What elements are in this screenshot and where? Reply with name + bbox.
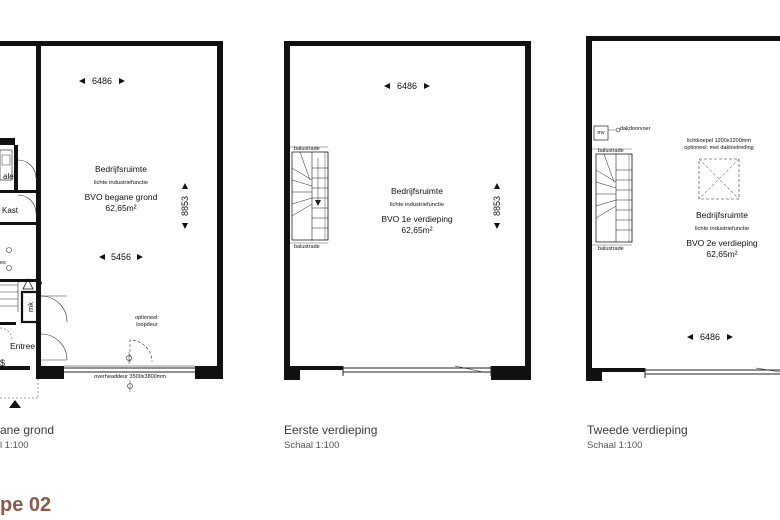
wall-right	[525, 41, 531, 380]
optional-label: optioneel:	[135, 315, 159, 321]
dim-side: 8853	[180, 195, 190, 217]
type-label: pe 02	[0, 494, 52, 516]
parking-label: P	[37, 280, 43, 289]
toilet-door-swing	[18, 160, 36, 178]
entree-label: Entree	[10, 341, 36, 351]
caption-first: Eerste verdieping	[284, 423, 378, 437]
entrance-arrow	[9, 400, 21, 408]
floor-ground	[0, 41, 223, 408]
entree-door-swing-2	[41, 334, 67, 360]
scale-first: Schaal 1:100	[284, 440, 340, 451]
optional-door-swing	[130, 340, 152, 362]
wall-right	[217, 41, 223, 379]
wall-corner-right	[195, 366, 223, 379]
dim-side: 8853	[492, 195, 502, 217]
room-name: Bedrijfsruimte	[696, 210, 748, 220]
toilet-wall	[0, 138, 15, 145]
area-label: 62,65m²	[706, 249, 738, 259]
kast-label: Kast	[2, 206, 19, 215]
dollar-label: $	[0, 358, 6, 368]
mv-label: mv	[597, 130, 605, 136]
balustrade-top: balustrade	[294, 146, 320, 152]
room-name: Bedrijfsruimte	[391, 186, 443, 196]
wall-top	[284, 41, 531, 46]
stair	[596, 154, 632, 242]
es-label: es	[0, 260, 6, 266]
wall-left	[586, 36, 592, 381]
area-label: 62,65m²	[401, 225, 433, 235]
bvo-label: BVO begane grond	[84, 192, 158, 202]
balustrade-top: balustrade	[598, 148, 624, 154]
caption-second: Tweede verdieping	[587, 423, 688, 437]
wall-top	[0, 41, 222, 46]
area-label: 62,65m²	[105, 203, 137, 213]
dim-top: 6486	[396, 81, 418, 91]
room-name: Bedrijfsruimte	[95, 164, 147, 174]
bvo-label: BVO 2e verdieping	[686, 238, 758, 248]
wall-corner-left	[36, 366, 64, 379]
room-function: lichte industriefunctie	[389, 202, 445, 208]
stair	[292, 152, 328, 240]
lichtkoepel-label: lichtkoepel 1200x1200mm	[687, 138, 751, 144]
floor-second	[586, 36, 780, 381]
dim-top: 6486	[91, 76, 113, 86]
scale-second: Schaal 1:100	[587, 440, 643, 451]
entree-door-swing-1	[41, 296, 67, 322]
wall-top	[586, 36, 780, 41]
overhead-door-label: overheaddeur 3500x3800mm	[94, 374, 166, 380]
balustrade-bottom: balustrade	[598, 246, 624, 252]
kast-door-swing	[18, 195, 36, 213]
balustrade-bottom: balustrade	[294, 244, 320, 250]
skylight	[699, 159, 739, 199]
lichtkoepel-option-label: optioneel: met daktoetreding	[684, 145, 754, 151]
caption-ground: ane grond	[0, 423, 55, 437]
room-function: lichte industriefunctie	[694, 226, 750, 232]
wall-left	[284, 41, 290, 374]
room-function: lichte industriefunctie	[93, 180, 149, 186]
meterkast-label: mk	[26, 302, 35, 312]
dakdoorvoer-label: dakdoorvoer	[620, 126, 651, 132]
floor-first	[284, 41, 531, 380]
scale-ground: l 1:100	[0, 440, 29, 451]
toilet-label: alet	[3, 172, 16, 181]
dim-inner: 5456	[110, 252, 132, 262]
dim-bottom: 6486	[699, 332, 721, 342]
bvo-label: BVO 1e verdieping	[381, 214, 453, 224]
loopdeur-label: loopdeur	[136, 322, 158, 328]
